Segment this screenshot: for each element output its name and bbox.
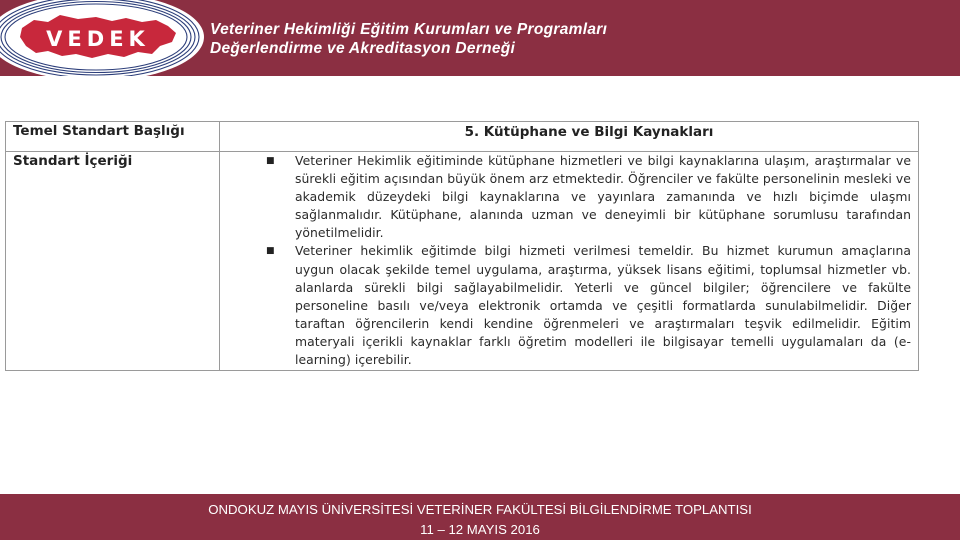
square-bullet-icon: ■ [266,156,275,166]
table-header-row [6,122,919,152]
title-line-2: Değerlendirme ve Akreditasyon Derneği [210,40,516,57]
square-bullet-icon: ■ [266,246,275,257]
table-content-row [6,152,919,371]
organization-title [210,20,607,58]
header-label: Temel Standart Başlığı [13,123,185,139]
header-band [0,0,960,76]
footer-line-1: ONDOKUZ MAYIS ÜNİVERSİTESİ VETERİNER FAKÜLTESİ BİLGİLENDİRME TOPLANTISI [208,502,752,517]
content-label-cell [6,152,220,371]
bullet-list [220,152,918,369]
bullet-text-2: Veteriner hekimlik eğitimde bilgi hizmeti verilmesi temeldir. Bu hizmet kurumun amaçlarına uygun olacak şekilde temel uygulama, araştırma, yüksek lisans eğitimi, toplumsal hizmetler vb. alanlarda sürekli bilgi sağlayabilmelidir. Yeterli ve güncel bilgiler; öğrencilere ve fakülte personeline basılı ve/veya elektronik ortamda ve çeşitli formatlarda sunulabilmelidir. Diğer taraftan öğrencilerin kendi kendine öğrenmeleri ve araştırmaları teşvik edilmelidir. Eğitim materyali içerikli kaynaklar farklı öğretim modelleri ile bilgisayar temelli uygulamaları da (e-learning) içerebilir. [295,243,911,368]
section-title: 5. Kütüphane ve Bilgi Kaynakları [464,124,714,140]
bullet-text-1: Veteriner Hekimlik eğitiminde kütüphane hizmetleri ve bilgi kaynaklarına ulaşım, araştırmalar ve sürekli eğitim açısından büyük önem arz etmektedir. Öğrenciler ve fakülte personelinin mesleki ve akademik düzeydeki bilgi kaynaklarına ve yayınlara zamanında ve hızlı biçimde ulaşmı sağlanmalıdır. Kütüphane, alanında uzman ve deneyimli bir kütüphane sorumlusu tarafından yönetilmelidir. [295,153,911,241]
standard-table [5,121,919,371]
content-label: Standart İçeriği [13,153,133,169]
header-label-cell [6,122,220,152]
logo-text: VEDEK [46,27,150,51]
list-item [220,152,918,242]
title-line-1: Veteriner Hekimliği Eğitim Kurumları ve Programları [210,21,608,38]
content-cell [220,152,919,371]
vedek-logo [0,0,205,76]
vedek-logo-graphic [0,0,205,76]
footer-line-2: 11 – 12 MAYIS 2016 [420,522,540,537]
footer-band [0,494,960,540]
list-item [220,242,918,369]
header-value-cell [220,122,919,152]
